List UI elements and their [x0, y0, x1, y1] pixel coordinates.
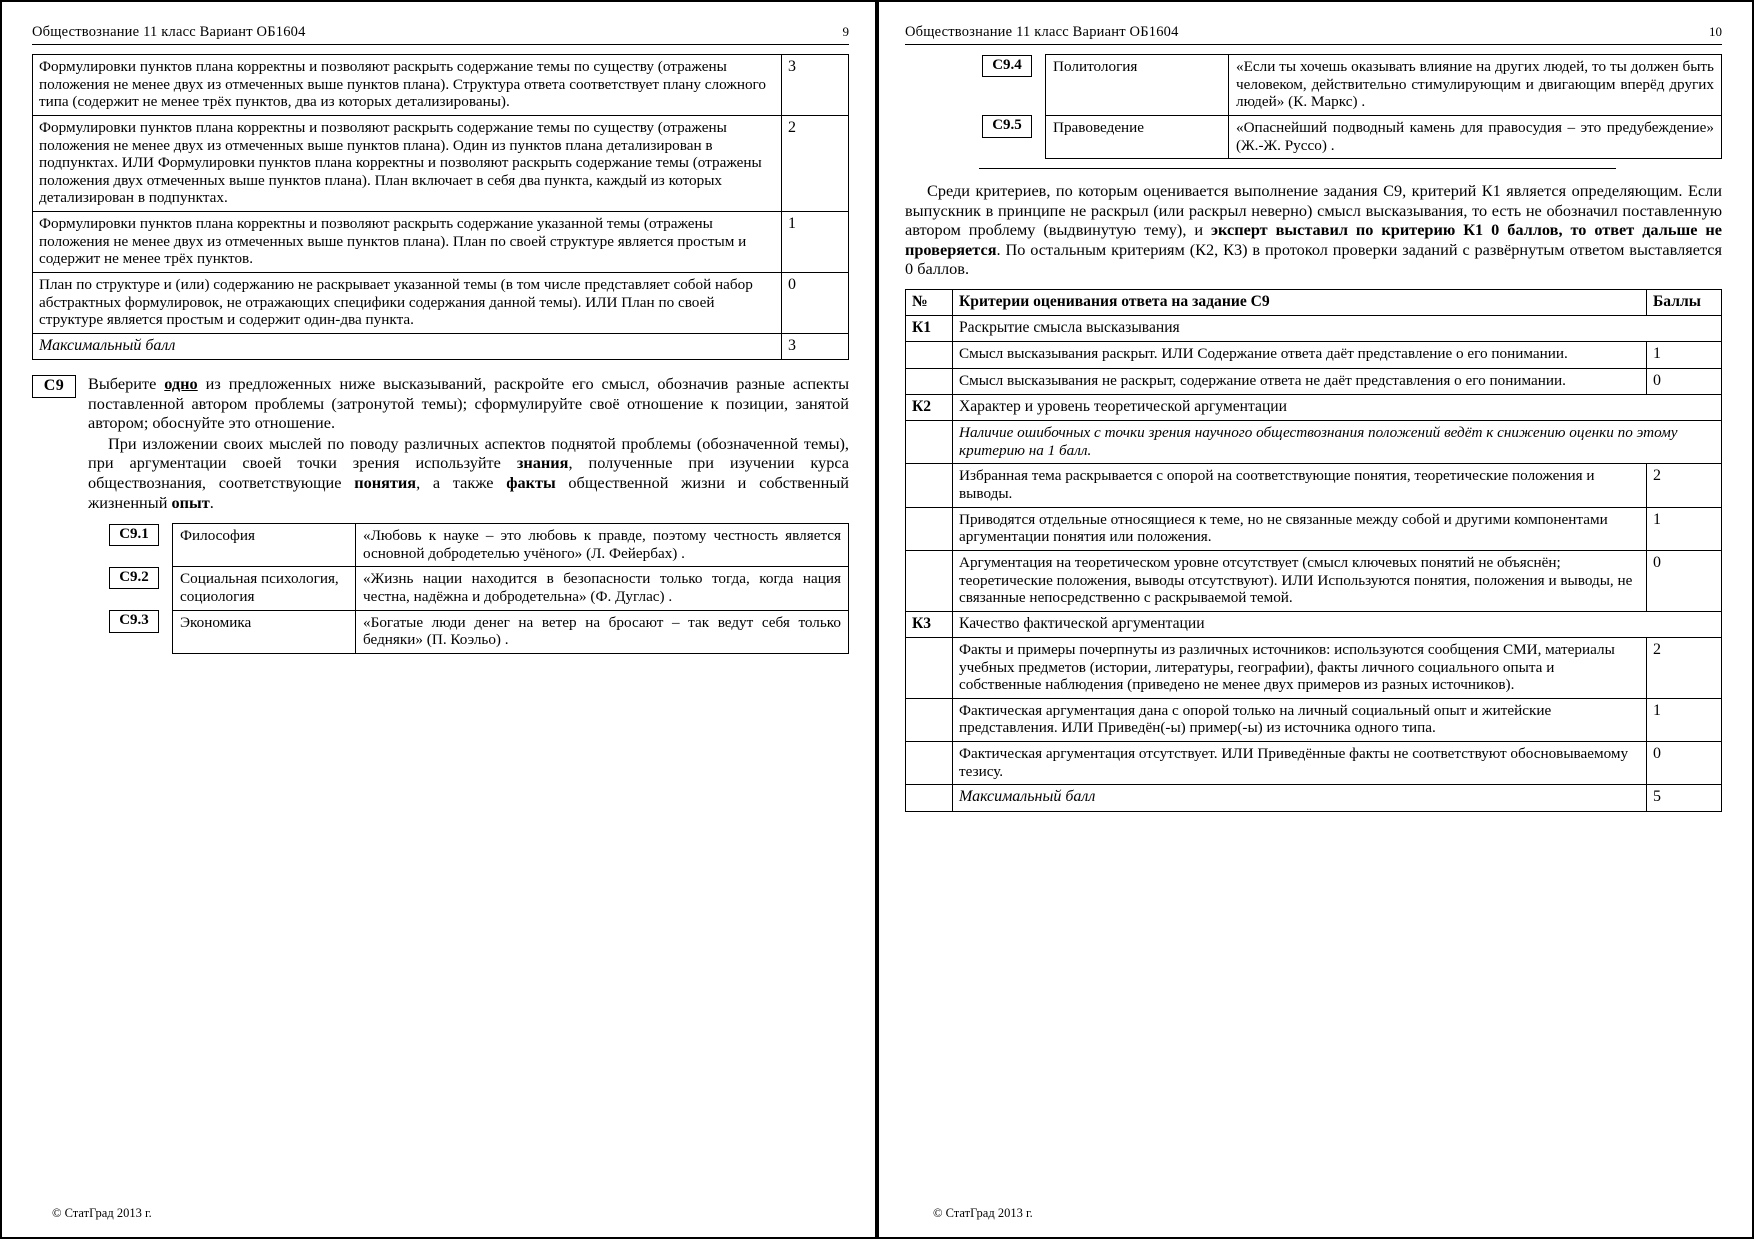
- section-title: Раскрытие смысла высказывания: [953, 315, 1722, 341]
- quote-badge: С9.1: [109, 524, 159, 546]
- quote-label-cell: [106, 524, 173, 567]
- quote-row: [979, 115, 1722, 158]
- table-header-row: [906, 289, 1722, 315]
- max-score-value: 5: [1647, 785, 1722, 812]
- task-p2-d: , а также: [416, 473, 507, 493]
- criterion-score: 1: [1647, 507, 1722, 550]
- quote-row: [106, 524, 849, 567]
- criteria-intro-paragraph: [905, 181, 1722, 279]
- criterion-text: Фактическая аргументация дана с опорой только на личный социальный опыт и житейские представления. ИЛИ Приведён(-ы) пример(-ы) из источника одного типа.: [953, 698, 1647, 741]
- criterion-score: 3: [782, 55, 849, 116]
- quotes-table-left: [106, 523, 849, 654]
- table-row: [906, 342, 1722, 369]
- quote-text: «Богатые люди денег на ветер на бросают – так ведут себя только бедняки» (П. Коэльо) .: [356, 610, 849, 653]
- task-paragraph-1: [88, 374, 849, 433]
- quote-row: [979, 55, 1722, 116]
- quote-subject: Экономика: [173, 610, 356, 653]
- task-number-badge: С9: [32, 375, 76, 398]
- criterion-note: Наличие ошибочных с точки зрения научного обществознания положений ведёт к снижению оценки по этому критерию на 1 балл.: [953, 421, 1722, 464]
- page-number-left: 9: [842, 24, 849, 39]
- row-spacer: [906, 421, 953, 464]
- criterion-text: План по структуре и (или) содержанию не раскрывает указанной темы (в том числе представляет собой набор абстрактных формулировок, не отражающих специфики содержания данной темы). ИЛИ План по своей структуре является простым и содержит один-два пункта.: [33, 272, 782, 333]
- quote-label-cell: [106, 610, 173, 653]
- header-title-right: Обществознание 11 класс Вариант ОБ1604: [905, 24, 1179, 40]
- table-row: [33, 55, 849, 116]
- quote-text: «Жизнь нации находится в безопасности только тогда, когда нация честна, надёжна и добродетельна» (Ф. Дуглас) .: [356, 567, 849, 610]
- page-number-right: 10: [1709, 24, 1722, 39]
- quote-label-cell: [979, 115, 1046, 158]
- criterion-text: Формулировки пунктов плана корректны и позволяют раскрыть содержание указанной темы (отражены положения не менее двух из отмеченных выше пунктов плана). План по своей структуре является простым и содержит не менее трёх пунктов.: [33, 212, 782, 273]
- table-row: [906, 698, 1722, 741]
- quote-row: [106, 567, 849, 610]
- criterion-text: Избранная тема раскрывается с опорой на соответствующие понятия, теоретические положения и выводы.: [953, 464, 1647, 507]
- col-header-number: №: [906, 289, 953, 315]
- row-spacer: [906, 342, 953, 369]
- section-row-k2: [906, 395, 1722, 421]
- quote-text: «Любовь к науке – это любовь к правде, поэтому честность является основной добродетелью учёного» (Л. Фейербах) .: [356, 524, 849, 567]
- section-row-k1: [906, 315, 1722, 341]
- row-spacer: [906, 368, 953, 395]
- section-code: К1: [906, 315, 953, 341]
- col-header-points: Баллы: [1647, 289, 1722, 315]
- criterion-text: Фактическая аргументация отсутствует. ИЛИ Приведённые факты не соответствуют обосновываемому тезису.: [953, 742, 1647, 785]
- criterion-score: 2: [1647, 637, 1722, 698]
- task-p2-concepts: понятия: [354, 473, 417, 493]
- row-spacer: [906, 698, 953, 741]
- page-right: [877, 0, 1754, 1239]
- quote-text: «Если ты хочешь оказывать влияние на других людей, то ты должен быть человеком, действительно стимулирующим и двигающим вперёд других людей» (К. Маркс) .: [1229, 55, 1722, 116]
- task-p2-f: .: [209, 492, 214, 512]
- criterion-score: 0: [782, 272, 849, 333]
- task-p1-mid: из предложенных ниже высказываний, раскройте его смысл, обозначив разные аспекты поставленной автором проблемы (затронутой темы); сформулируйте своё отношение к позиции, занятой автором; обоснуйте это отношение.: [88, 374, 850, 433]
- task-p1-bold: одно: [164, 374, 198, 394]
- col-header-criterion: Критерии оценивания ответа на задание С9: [953, 289, 1647, 315]
- row-spacer: [906, 464, 953, 507]
- criterion-score: 1: [1647, 342, 1722, 369]
- section-code: К3: [906, 611, 953, 637]
- quote-subject: Социальная психология, социология: [173, 567, 356, 610]
- section-title: Качество фактической аргументации: [953, 611, 1722, 637]
- criterion-score: 2: [782, 115, 849, 211]
- criterion-score: 0: [1647, 368, 1722, 395]
- header-title-left: Обществознание 11 класс Вариант ОБ1604: [32, 24, 306, 40]
- task-c9-block: [32, 374, 849, 513]
- table-row: [906, 368, 1722, 395]
- footer-left: © СтатГрад 2013 г.: [52, 1206, 152, 1220]
- task-p2-a: При изложении своих мыслей по поводу различных аспектов поднятой проблемы (обозначенной темы), при аргументации своей точки зрения используйте: [88, 433, 849, 473]
- running-header-left: [32, 24, 849, 45]
- table-row: [906, 464, 1722, 507]
- section-title: Характер и уровень теоретической аргументации: [953, 395, 1722, 421]
- criterion-text: Факты и примеры почерпнуты из различных источников: используются сообщения СМИ, материалы учебных предметов (истории, литературы, географии), факты личного социального опыта и собственные наблюдения (приведено не менее двух примеров из разных источников).: [953, 637, 1647, 698]
- criterion-text: Формулировки пунктов плана корректны и позволяют раскрыть содержание темы по существу (отражены положения не менее двух из отмеченных выше пунктов плана). Один из пунктов плана детализирован в подпунктах. ИЛИ Формулировки пунктов плана корректны и позволяют раскрыть содержание темы (отражены положения двух отмеченных выше пунктов плана). План включает в себя два пункта, каждый из которых детализирован в подпунктах.: [33, 115, 782, 211]
- task-p2-e: общественной жизни и собственный жизненный: [88, 473, 849, 512]
- plan-criteria-table: [32, 54, 849, 360]
- row-spacer: [906, 550, 953, 611]
- intro-part-b: . По остальным критериям (К2, К3) в протокол проверки заданий с развёрнутым ответом выставляется 0 баллов.: [905, 239, 1722, 279]
- section-code: К2: [906, 395, 953, 421]
- row-spacer: [906, 637, 953, 698]
- table-row: [33, 272, 849, 333]
- criterion-score: 1: [1647, 698, 1722, 741]
- quote-badge: С9.2: [109, 567, 159, 589]
- quote-text: «Опаснейший подводный камень для правосудия – это предубеждение» (Ж.-Ж. Руссо) .: [1229, 115, 1722, 158]
- criteria-table: [905, 289, 1722, 812]
- criterion-text: Приводятся отдельные относящиеся к теме, но не связанные между собой и другими компонентами аргументации понятия или положения.: [953, 507, 1647, 550]
- table-row: [906, 637, 1722, 698]
- quote-subject: Философия: [173, 524, 356, 567]
- criterion-text: Смысл высказывания раскрыт. ИЛИ Содержание ответа даёт представление о его понимании.: [953, 342, 1647, 369]
- running-header-right: [905, 24, 1722, 45]
- criterion-score: 2: [1647, 464, 1722, 507]
- table-row: [33, 115, 849, 211]
- criterion-score: 0: [1647, 550, 1722, 611]
- task-p2-c: , полученные при изучении курса обществознания, соответствующие: [88, 453, 849, 493]
- max-score-label: Максимальный балл: [953, 785, 1647, 812]
- quote-row: [106, 610, 849, 653]
- quote-badge: С9.5: [982, 115, 1032, 137]
- table-row: [33, 212, 849, 273]
- task-p2-knowledge: знания: [516, 453, 569, 473]
- table-row-max: [906, 785, 1722, 812]
- max-score-value: 3: [782, 333, 849, 360]
- criterion-score: 1: [782, 212, 849, 273]
- table-row: [906, 421, 1722, 464]
- task-instructions: [88, 374, 849, 513]
- quote-badge: С9.3: [109, 610, 159, 632]
- task-p2-experience: опыт: [171, 492, 210, 512]
- quote-subject: Правоведение: [1046, 115, 1229, 158]
- intro-part-a: Среди критериев, по которым оценивается выполнение задания С9, критерий К1 является определяющим. Если выпускник в принципе не раскрыл (или раскрыл неверно) смысл высказывания, то есть не обозначил поставленную автором проблему (выдвинутую тему), и: [905, 181, 1722, 240]
- intro-bold-part: эксперт выставил по критерию К1 0 баллов, то ответ дальше не проверяется: [905, 220, 1722, 259]
- table-row-max: [33, 333, 849, 360]
- quote-label-cell: [106, 567, 173, 610]
- row-spacer: [906, 785, 953, 812]
- table-row: [906, 550, 1722, 611]
- footer-right: © СтатГрад 2013 г.: [933, 1206, 1033, 1220]
- criterion-text: Аргументация на теоретическом уровне отсутствует (смысл ключевых понятий не объяснён; теоретические положения, выводы отсутствуют). ИЛИ Используются понятия, положения и выводы, не связанные непосредственно с раскрываемой темой.: [953, 550, 1647, 611]
- criterion-score: 0: [1647, 742, 1722, 785]
- criterion-text: Смысл высказывания не раскрыт, содержание ответа не даёт представления о его понимании.: [953, 368, 1647, 395]
- max-score-label: Максимальный балл: [33, 333, 782, 360]
- quote-badge: С9.4: [982, 55, 1032, 77]
- section-row-k3: [906, 611, 1722, 637]
- task-p2-facts: факты: [506, 473, 556, 493]
- table-row: [906, 742, 1722, 785]
- quotes-table-right: [979, 54, 1722, 159]
- row-spacer: [906, 507, 953, 550]
- table-row: [906, 507, 1722, 550]
- quote-label-cell: [979, 55, 1046, 116]
- quote-subject: Политология: [1046, 55, 1229, 116]
- task-p1-pre: Выберите: [88, 374, 165, 394]
- row-spacer: [906, 742, 953, 785]
- section-divider: [979, 168, 1616, 169]
- criterion-text: Формулировки пунктов плана корректны и позволяют раскрыть содержание темы по существу (отражены положения не менее двух из отмеченных выше пунктов плана). Структура ответа соответствует плану сложного типа (содержит не менее трёх пунктов, два из которых детализированы).: [33, 55, 782, 116]
- task-paragraph-2: [88, 434, 849, 512]
